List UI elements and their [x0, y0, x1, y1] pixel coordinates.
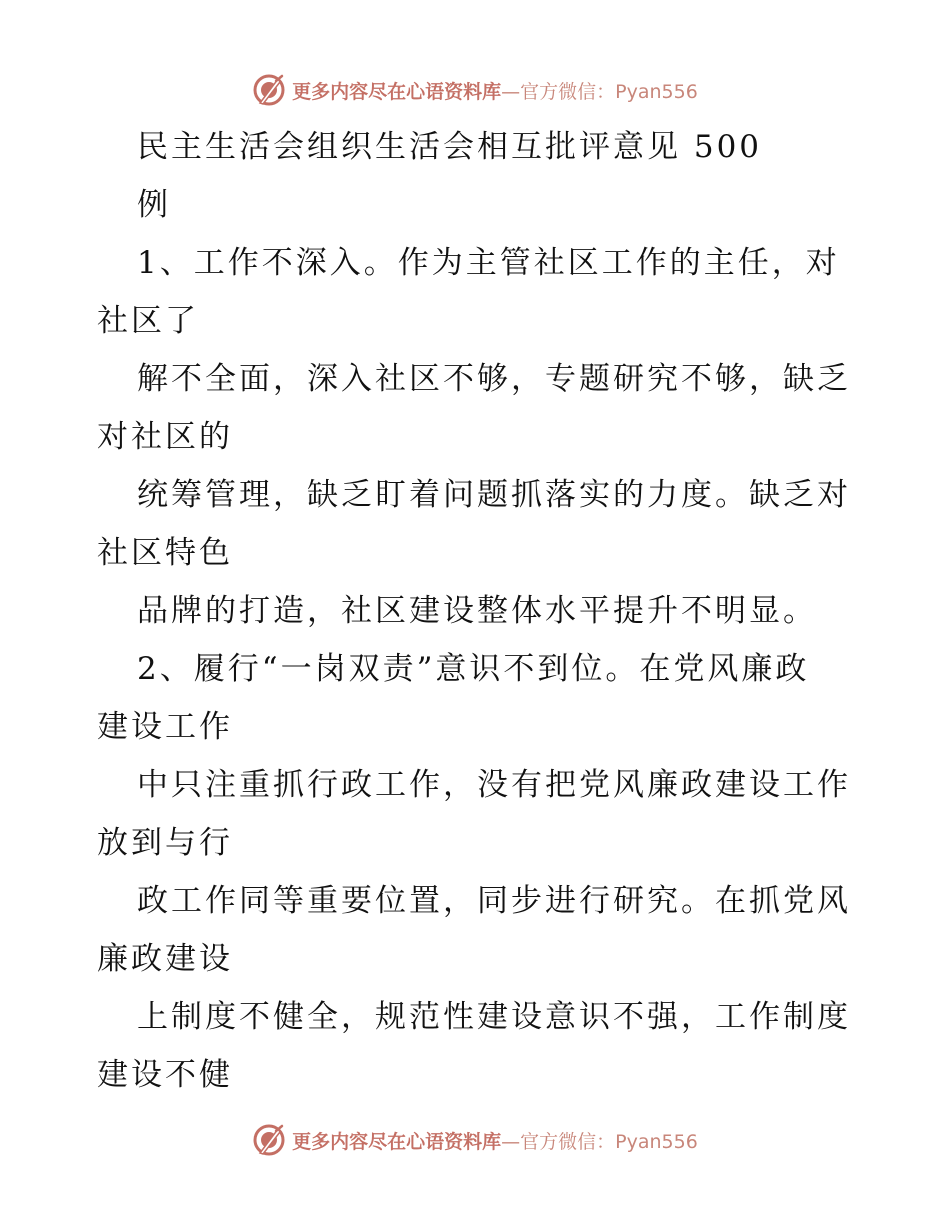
- watermark-brand: 更多内容尽在心语资料库: [292, 1130, 502, 1153]
- text-line: 社区特色: [97, 535, 233, 571]
- text-line: 中只注重抓行政工作，没有把党风廉政建设工作: [137, 767, 851, 803]
- text-line: 对社区的: [97, 419, 233, 455]
- document-body: [97, 118, 857, 1104]
- text-line: 例: [137, 187, 171, 223]
- watermark-text: [292, 1127, 698, 1154]
- text-line: 上制度不健全，规范性建设意识不强，工作制度: [137, 999, 851, 1035]
- watermark-suffix: 官方微信：Pyan556: [520, 1130, 698, 1153]
- watermark-text: [292, 77, 698, 104]
- text-line: 建设工作: [97, 709, 233, 745]
- quill-pen-logo-icon: [252, 1123, 286, 1157]
- text-line: 解不全面，深入社区不够，专题研究不够，缺乏: [137, 361, 851, 397]
- text-line: 社区了: [97, 303, 199, 339]
- text-line: 廉政建设: [97, 941, 233, 977]
- text-line: 民主生活会组织生活会相互批评意见 500: [137, 129, 763, 165]
- watermark-dash: —: [501, 80, 521, 103]
- watermark-suffix: 官方微信：Pyan556: [520, 80, 698, 103]
- text-line: 2、履行“一岗双责”意识不到位。在党风廉政: [137, 651, 810, 687]
- footer-watermark: [0, 1120, 950, 1160]
- quill-pen-logo-icon: [252, 73, 286, 107]
- text-line: 政工作同等重要位置，同步进行研究。在抓党风: [137, 883, 851, 919]
- text-line: 1、工作不深入。作为主管社区工作的主任，对: [137, 245, 840, 281]
- text-line: 品牌的打造，社区建设整体水平提升不明显。: [137, 593, 817, 629]
- text-line: 建设不健: [97, 1057, 233, 1093]
- watermark-dash: —: [501, 1130, 521, 1153]
- text-line: 统筹管理，缺乏盯着问题抓落实的力度。缺乏对: [137, 477, 851, 513]
- text-line: 放到与行: [97, 825, 233, 861]
- watermark-brand: 更多内容尽在心语资料库: [292, 80, 502, 103]
- header-watermark: [0, 70, 950, 110]
